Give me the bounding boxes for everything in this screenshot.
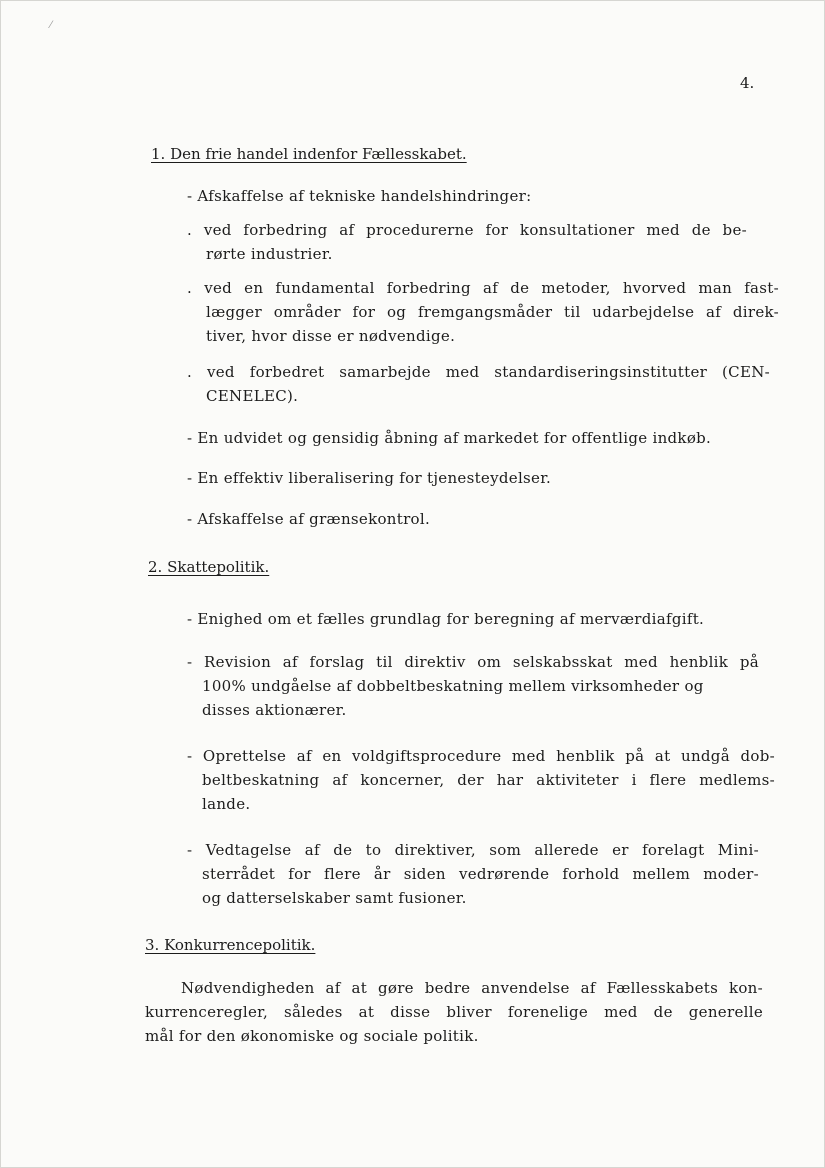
text-line: . ved en fundamental forbedring af de metoder, hvorved man fast- xyxy=(187,279,779,297)
section-1-item-3 xyxy=(187,276,779,348)
text-line: lægger områder for og fremgangsmåder til udarbejdelse af direk- xyxy=(206,303,779,321)
text-line: rørte industrier. xyxy=(206,245,333,263)
text-line: - En effektiv liberalisering for tjenesteydelser. xyxy=(187,469,552,487)
text-line: . ved forbedret samarbejde med standardiseringsinstitutter (CEN- xyxy=(187,363,770,381)
text-line: CENELEC). xyxy=(206,387,299,405)
section-2-item-3 xyxy=(187,744,775,816)
text-line: - En udvidet og gensidig åbning af markedet for offentlige indkøb. xyxy=(187,429,712,447)
text-line: - Vedtagelse af de to direktiver, som allerede er forelagt Mini- xyxy=(187,841,759,859)
page-number: 4. xyxy=(740,74,755,92)
text-line: 100% undgåelse af dobbeltbeskatning mellem virksomheder og xyxy=(202,677,704,695)
section-1-item-7 xyxy=(187,507,430,531)
section-3-heading: 3. Konkurrencepolitik. xyxy=(145,936,316,954)
section-2-item-2 xyxy=(187,650,759,722)
text-line: - Revision af forslag til direktiv om selskabsskat med henblik på xyxy=(187,653,759,671)
section-3-paragraph xyxy=(145,976,763,1048)
corner-mark: ⁄ xyxy=(50,20,52,31)
text-line: lande. xyxy=(202,795,251,813)
text-line: kurrenceregler, således at disse bliver forenelige med de generelle xyxy=(145,1003,763,1021)
section-2-heading: 2. Skattepolitik. xyxy=(148,558,270,576)
section-1-item-2 xyxy=(187,218,747,266)
text-line: Nødvendigheden af at gøre bedre anvendelse af Fællesskabets kon- xyxy=(181,979,763,997)
section-2-item-1 xyxy=(187,607,704,631)
text-line: - Afskaffelse af grænsekontrol. xyxy=(187,510,431,528)
section-1-item-4 xyxy=(187,360,770,408)
text-line: og datterselskaber samt fusioner. xyxy=(202,889,467,907)
text-line: . ved forbedring af procedurerne for konsultationer med de be- xyxy=(187,221,747,239)
text-line: sterrådet for flere år siden vedrørende forhold mellem moder- xyxy=(202,865,759,883)
text-line: beltbeskatning af koncerner, der har aktiviteter i flere medlems- xyxy=(202,771,775,789)
section-1-item-1 xyxy=(187,184,531,208)
section-2-item-4 xyxy=(187,838,759,910)
text-line: - Afskaffelse af tekniske handelshindringer: xyxy=(187,187,532,205)
text-line: disses aktionærer. xyxy=(202,701,347,719)
section-1-item-6 xyxy=(187,466,551,490)
section-1-item-5 xyxy=(187,426,711,450)
text-line: mål for den økonomiske og sociale politik. xyxy=(145,1027,479,1045)
text-line: - Oprettelse af en voldgiftsprocedure med henblik på at undgå dob- xyxy=(187,747,775,765)
text-line: - Enighed om et fælles grundlag for beregning af merværdiafgift. xyxy=(187,610,705,628)
text-line: tiver, hvor disse er nødvendige. xyxy=(206,327,456,345)
section-1-heading: 1. Den frie handel indenfor Fællesskabet. xyxy=(151,145,467,163)
